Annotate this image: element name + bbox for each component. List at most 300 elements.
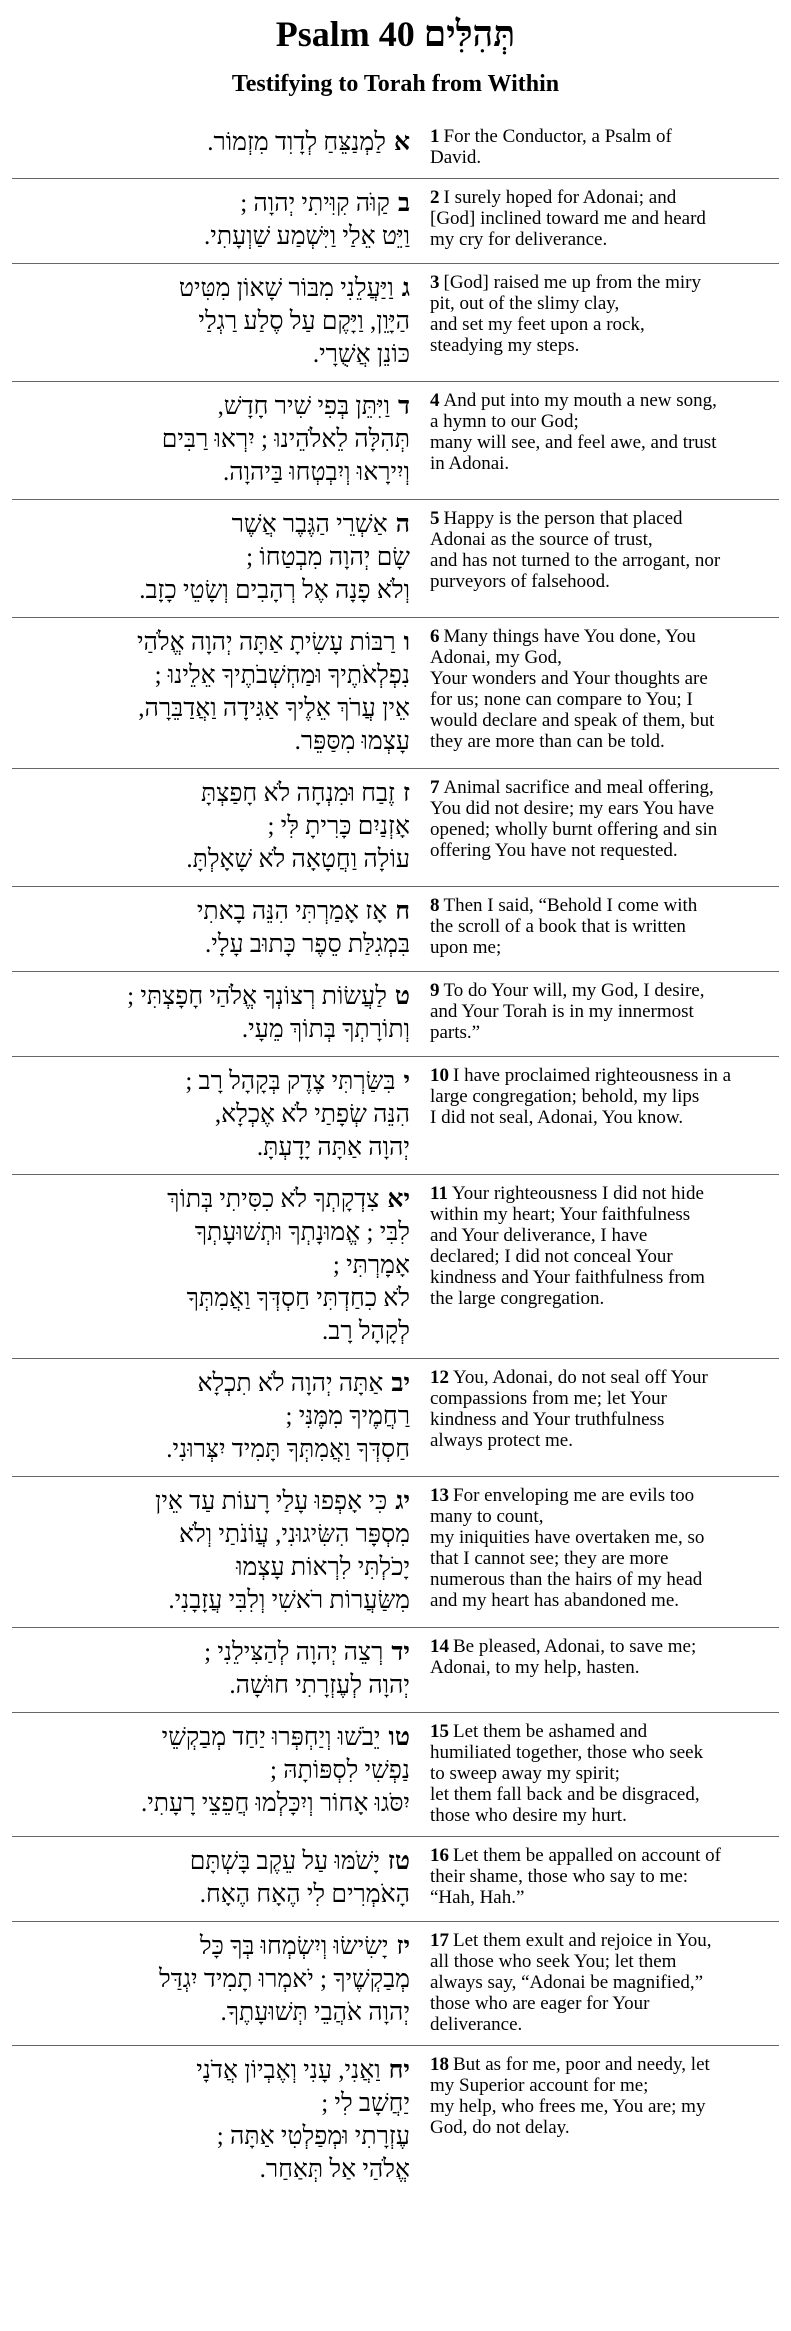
hebrew-text: לִבִּי ; אֱמוּנָתְךָ וּתְשׁוּעָתְךָ (194, 1219, 410, 1246)
english-text: upon me; (430, 937, 502, 958)
english-line (430, 1930, 779, 1951)
hebrew-line (12, 541, 410, 574)
verse-row (12, 1836, 779, 1921)
english-text: they are more than can be told. (430, 731, 665, 752)
hebrew-text: נַפְשִׁי לִסְפּוֹתָהּ ; (270, 1757, 410, 1784)
hebrew-text: אַתָּה יְהוָה לֹא תִכְלָא (197, 1370, 384, 1397)
hebrew-text: יְהוָה אַתָּה יָדָעְתָּ. (256, 1134, 410, 1161)
verse-letter: יב (391, 1370, 410, 1397)
hebrew-text: מְבַקְשֶׁיךָ ; יֹאמְרוּ תָמִיד יִגְדַּל (159, 1966, 410, 1993)
english-text: [God] inclined toward me and heard (430, 208, 706, 229)
verse-row (12, 1921, 779, 2045)
english-line (430, 1569, 779, 1590)
verse-row (12, 1627, 779, 1712)
hebrew-text: יֵבֹשׁוּ וְיַחְפְּרוּ יַחַד מְבַקְשֵׁי (161, 1724, 381, 1751)
hebrew-text: אֵין עֲרֹךְ אֵלֶיךָ אַגִּידָה וַאֲדַבֵּרָה, (138, 695, 410, 722)
english-line (430, 1430, 779, 1451)
english-line (430, 777, 779, 798)
english-text: always say, “Adonai be magnified,” (430, 1972, 704, 1993)
hebrew-text: מִסְפָּר הִשִּׂיגוּנִי, עֲוֹנֹתַי וְלֹא (179, 1521, 410, 1548)
verse-english (416, 1183, 779, 1309)
verse-number: 2 (430, 187, 440, 208)
hebrew-line (12, 1183, 410, 1216)
verse-letter: ו (403, 629, 410, 656)
verse-letter: י (403, 1068, 410, 1095)
english-line (430, 1721, 779, 1742)
english-text: in Adonai. (430, 453, 510, 474)
english-text: But as for me, poor and needy, let (453, 2054, 710, 2075)
verse-english (416, 1065, 779, 1128)
english-text: those who desire my hurt. (430, 1805, 627, 1826)
english-line (430, 916, 779, 937)
verse-english (416, 1367, 779, 1451)
hebrew-line (12, 1754, 410, 1787)
english-text: Your wonders and Your thoughts are (430, 668, 708, 689)
hebrew-text: נִפְלְאֹתֶיךָ וּמַחְשְׁבֹתֶיךָ אֵלֵינוּ ; (154, 662, 410, 689)
verse-row (12, 381, 779, 499)
english-text: many to count, (430, 1506, 544, 1527)
hebrew-text: רְצֵה יְהוָה לְהַצִּילֵנִי ; (204, 1639, 384, 1666)
hebrew-line (12, 1065, 410, 1098)
hebrew-text: יְהוָה אֹהֲבֵי תְּשׁוּעָתֶךָ. (220, 1999, 410, 2026)
hebrew-line (12, 1636, 410, 1669)
english-text: numerous than the hairs of my head (430, 1569, 703, 1590)
verse-letter: ז (403, 780, 410, 807)
verse-hebrew (12, 1065, 416, 1164)
english-text: Let them exult and rejoice in You, (453, 1930, 712, 1951)
verse-letter: יח (388, 2057, 410, 2084)
verse-hebrew (12, 1845, 416, 1911)
english-line (430, 1022, 779, 1043)
english-line (430, 550, 779, 571)
hebrew-text: הִנֵּה שְׂפָתַי לֹא אֶכְלָא, (214, 1101, 410, 1128)
english-line (430, 980, 779, 1001)
hebrew-line (12, 725, 410, 758)
verse-hebrew (12, 272, 416, 371)
hebrew-line (12, 1282, 410, 1315)
english-line (430, 1636, 779, 1657)
english-text: and set my feet upon a rock, (430, 314, 645, 335)
english-text: Adonai, my God, (430, 647, 562, 668)
english-text: would declare and speak of them, but (430, 710, 715, 731)
english-line (430, 411, 779, 432)
hebrew-line (12, 1669, 410, 1702)
hebrew-line (12, 1216, 410, 1249)
hebrew-line (12, 272, 410, 305)
hebrew-text: עוֹלָה וַחֲטָאָה לֹא שָׁאָלְתָּ. (186, 846, 410, 873)
english-text: my cry for deliverance. (430, 229, 608, 250)
verse-letter: טו (388, 1724, 410, 1751)
english-text: And put into my mouth a new song, (443, 390, 717, 411)
english-text: For enveloping me are evils too (453, 1485, 695, 1506)
hebrew-text: הַיָּוֵן, וַיָּקֶם עַל סֶלַע רַגְלַי (198, 308, 410, 335)
hebrew-line (12, 1013, 410, 1046)
english-text: Many things have You done, You (443, 626, 696, 647)
english-line (430, 1204, 779, 1225)
verse-hebrew (12, 1485, 416, 1617)
verse-number: 5 (430, 508, 440, 529)
hebrew-line (12, 895, 410, 928)
hebrew-line (12, 843, 410, 876)
verse-english (416, 895, 779, 958)
english-line (430, 1784, 779, 1805)
english-line (430, 1887, 779, 1908)
verse-hebrew (12, 1367, 416, 1466)
hebrew-text: לַעֲשׂוֹת רְצוֹנְךָ אֱלֹהַי חָפָצְתִּי ; (127, 983, 387, 1010)
english-text: kindness and Your truthfulness (430, 1409, 665, 1430)
english-text: and Your Torah is in my innermost (430, 1001, 694, 1022)
hebrew-text: בִּמְגִלַּת סֵפֶר כָּתוּב עָלָי. (205, 931, 410, 958)
english-text: my help, who frees me, You are; my (430, 2096, 706, 2117)
english-text: those who are eager for Your (430, 1993, 650, 2014)
verse-row (12, 971, 779, 1056)
english-text: always protect me. (430, 1430, 573, 1451)
english-text: Your righteousness I did not hide (451, 1183, 704, 1204)
english-text: the scroll of a book that is written (430, 916, 686, 937)
hebrew-text: קַוֹּה קִוִּיתִי יְהוָה ; (240, 190, 390, 217)
hebrew-line (12, 574, 410, 607)
hebrew-text: אַשְׁרֵי הַגֶּבֶר אֲשֶׁר (231, 511, 388, 538)
english-line (430, 272, 779, 293)
english-text: and my heart has abandoned me. (430, 1590, 680, 1611)
hebrew-text: כִּי אָפְפוּ עָלַי רָעוֹת עַד אֵין (154, 1488, 388, 1515)
hebrew-text: לֹא כִחַדְתִּי חַסְדְּךָ וַאֲמִתְּךָ (186, 1285, 410, 1312)
verse-row (12, 886, 779, 971)
verse-hebrew (12, 390, 416, 489)
english-text: Be pleased, Adonai, to save me; (453, 1636, 697, 1657)
english-text: declared; I did not conceal Your (430, 1246, 673, 1267)
verse-number: 7 (430, 777, 440, 798)
verse-english (416, 626, 779, 752)
page-subtitle: Testifying to Torah from Within (231, 71, 560, 97)
english-line (430, 731, 779, 752)
english-line (430, 895, 779, 916)
english-line (430, 1367, 779, 1388)
english-line (430, 2096, 779, 2117)
verse-row (12, 2045, 779, 2196)
english-line (430, 187, 779, 208)
english-line (430, 571, 779, 592)
english-line (430, 529, 779, 550)
english-text: and Your deliverance, I have (430, 1225, 648, 1246)
verse-letter: ב (397, 190, 410, 217)
english-line (430, 2075, 779, 2096)
english-line (430, 1065, 779, 1086)
verse-hebrew (12, 187, 416, 253)
verse-hebrew (12, 1183, 416, 1348)
hebrew-text: יָשִׂישׂוּ וְיִשְׂמְחוּ בְּךָ כָּל (199, 1933, 389, 1960)
english-line (430, 1590, 779, 1611)
hebrew-line (12, 1400, 410, 1433)
hebrew-text: לַמְנַצֵּחַ לְדָוִד מִזְמוֹר. (207, 129, 386, 156)
hebrew-line (12, 626, 410, 659)
hebrew-line (12, 220, 410, 253)
english-text: opened; wholly burnt offering and sin (430, 819, 718, 840)
english-text: [God] raised me up from the miry (443, 272, 701, 293)
english-line (430, 1548, 779, 1569)
english-line (430, 798, 779, 819)
hebrew-text: וְלֹא פָנָה אֶל רְהָבִים וְשָׂטֵי כָזָב. (139, 577, 410, 604)
verse-number: 3 (430, 272, 440, 293)
english-line (430, 1657, 779, 1678)
hebrew-text: וַיֵּט אֵלַי וַיִּשְׁמַע שַׁוְעָתִי. (204, 223, 410, 250)
hebrew-text: אָז אָמַרְתִּי הִנֵּה בָאתִי (196, 898, 388, 925)
verse-english (416, 126, 779, 168)
verse-number: 18 (430, 2054, 449, 2075)
verse-letter: טז (387, 1848, 410, 1875)
english-line (430, 1742, 779, 1763)
english-line (430, 710, 779, 731)
hebrew-line (12, 659, 410, 692)
hebrew-line (12, 1485, 410, 1518)
verse-english (416, 777, 779, 861)
english-text: large congregation; behold, my lips (430, 1086, 700, 1107)
hebrew-text: לְקָהָל רָב. (322, 1318, 410, 1345)
english-line (430, 1805, 779, 1826)
english-line (430, 647, 779, 668)
english-line (430, 1267, 779, 1288)
verse-english (416, 1636, 779, 1678)
verse-list (12, 118, 779, 2196)
english-line (430, 335, 779, 356)
english-text: David. (430, 147, 482, 168)
verse-hebrew (12, 126, 416, 159)
hebrew-text: וַיַּעֲלֵנִי מִבּוֹר שָׁאוֹן מִטִּיט (178, 275, 394, 302)
hebrew-text: עֶזְרָתִי וּמְפַלְטִי אַתָּה ; (216, 2123, 410, 2150)
english-line (430, 1527, 779, 1548)
title-hebrew: תְּהִלִּים (423, 14, 516, 54)
english-text: many will see, and feel awe, and trust (430, 432, 717, 453)
english-line (430, 668, 779, 689)
english-line (430, 1993, 779, 2014)
hebrew-text: וַאֲנִי, עָנִי וְאֶבְיוֹן אֲדֹנָי (196, 2057, 381, 2084)
english-text: within my heart; Your faithfulness (430, 1204, 691, 1225)
english-text: their shame, those who say to me: (430, 1866, 689, 1887)
hebrew-line (12, 1551, 410, 1584)
english-line (430, 126, 779, 147)
english-text: kindness and Your faithfulness from (430, 1267, 705, 1288)
english-text: my Superior account for me; (430, 2075, 649, 2096)
hebrew-text: רַחֲמֶיךָ מִמֶּנִּי ; (285, 1403, 410, 1430)
english-line (430, 1107, 779, 1128)
hebrew-line (12, 187, 410, 220)
english-line (430, 147, 779, 168)
hebrew-line (12, 1315, 410, 1348)
english-line (430, 390, 779, 411)
verse-hebrew (12, 1636, 416, 1702)
hebrew-line (12, 692, 410, 725)
hebrew-line (12, 1845, 410, 1878)
english-text: Let them be ashamed and (453, 1721, 648, 1742)
english-text: the large congregation. (430, 1288, 605, 1309)
verse-letter: ה (395, 511, 410, 538)
verse-hebrew (12, 1930, 416, 2029)
hebrew-line (12, 1367, 410, 1400)
english-text: God, do not delay. (430, 2117, 570, 2138)
hebrew-text: יָשֹׁמּוּ עַל עֵקֶב בָּשְׁתָּם (189, 1848, 380, 1875)
verse-letter: א (393, 129, 410, 156)
english-line (430, 2054, 779, 2075)
english-text: For the Conductor, a Psalm of (443, 126, 672, 147)
english-line (430, 1866, 779, 1887)
hebrew-text: הָאֹמְרִים לִי הֶאָח הֶאָח. (199, 1881, 410, 1908)
hebrew-line (12, 928, 410, 961)
verse-row (12, 1712, 779, 1836)
hebrew-line (12, 1996, 410, 2029)
verse-hebrew (12, 2054, 416, 2186)
hebrew-line (12, 777, 410, 810)
verse-english (416, 1485, 779, 1611)
verse-number: 10 (430, 1065, 449, 1086)
verse-english (416, 390, 779, 474)
verse-english (416, 2054, 779, 2138)
english-line (430, 2014, 779, 2035)
verse-letter: ד (397, 393, 410, 420)
verse-letter: ט (394, 983, 410, 1010)
hebrew-line (12, 1433, 410, 1466)
english-text: pit, out of the slimy clay, (430, 293, 620, 314)
verse-number: 13 (430, 1485, 449, 1506)
english-text: let them fall back and be disgraced, (430, 1784, 700, 1805)
english-text: Adonai, to my help, hasten. (430, 1657, 640, 1678)
english-text: You did not desire; my ears You have (430, 798, 715, 819)
english-text: humiliated together, those who seek (430, 1742, 704, 1763)
english-line (430, 1001, 779, 1022)
hebrew-text: מִשַּׂעֲרוֹת רֹאשִׁי וְלִבִּי עֲזָבָנִי. (168, 1587, 410, 1614)
english-line (430, 432, 779, 453)
hebrew-text: יַחֲשָׁב לִי ; (321, 2090, 410, 2117)
hebrew-text: תְּהִלָּה לֵאלֹהֵינוּ ; יִרְאוּ רַבִּים (161, 426, 410, 453)
english-text: and has not turned to the arrogant, nor (430, 550, 721, 571)
verse-letter: ח (395, 898, 410, 925)
verse-english (416, 508, 779, 592)
verse-row (12, 263, 779, 381)
english-text: my iniquities have overtaken me, so (430, 1527, 705, 1548)
english-text: Then I said, “Behold I come with (443, 895, 698, 916)
verse-number: 15 (430, 1721, 449, 1742)
hebrew-line (12, 508, 410, 541)
english-line (430, 208, 779, 229)
verse-number: 16 (430, 1845, 449, 1866)
hebrew-text: אֱלֹהַי אַל תְּאַחַר. (259, 2156, 410, 2183)
english-text: You, Adonai, do not seal off Your (453, 1367, 708, 1388)
english-text: parts.” (430, 1022, 481, 1043)
hebrew-text: וְיִירָאוּ וְיִבְטְחוּ בַּיהוָה. (223, 459, 410, 486)
verse-number: 1 (430, 126, 440, 147)
hebrew-text: צִדְקָתְךָ לֹא כִסִּיתִי בְּתוֹךְ (167, 1186, 380, 1213)
verse-number: 4 (430, 390, 440, 411)
hebrew-line (12, 338, 410, 371)
hebrew-line (12, 305, 410, 338)
verse-hebrew (12, 777, 416, 876)
verse-hebrew (12, 626, 416, 758)
verse-english (416, 272, 779, 356)
verse-english (416, 1721, 779, 1826)
english-text: To do Your will, my God, I desire, (443, 980, 705, 1001)
english-line (430, 1086, 779, 1107)
english-text: I have proclaimed righteousness in a (453, 1065, 732, 1086)
verse-number: 12 (430, 1367, 449, 1388)
hebrew-line (12, 980, 410, 1013)
verse-row (12, 1358, 779, 1476)
english-line (430, 1485, 779, 1506)
english-line (430, 689, 779, 710)
verse-letter: ג (401, 275, 410, 302)
hebrew-line (12, 2054, 410, 2087)
verse-letter: יג (395, 1488, 410, 1515)
verse-letter: יז (396, 1933, 410, 1960)
hebrew-line (12, 1787, 410, 1820)
hebrew-line (12, 1721, 410, 1754)
verse-number: 8 (430, 895, 440, 916)
verse-number: 9 (430, 980, 440, 1001)
verse-hebrew (12, 895, 416, 961)
english-text: all those who seek You; let them (430, 1951, 677, 1972)
english-text: for us; none can compare to You; I (430, 689, 693, 710)
english-line (430, 1763, 779, 1784)
hebrew-text: וַיִּתֵּן בְּפִי שִׁיר חָדָשׁ, (217, 393, 390, 420)
verse-number: 6 (430, 626, 440, 647)
english-line (430, 1951, 779, 1972)
english-line (430, 1409, 779, 1430)
verse-english (416, 1930, 779, 2035)
verse-row (12, 617, 779, 768)
verse-hebrew (12, 980, 416, 1046)
english-text: that I cannot see; they are more (430, 1548, 669, 1569)
hebrew-line (12, 1878, 410, 1911)
english-line (430, 937, 779, 958)
english-line (430, 1506, 779, 1527)
english-text: Let them be appalled on account of (453, 1845, 722, 1866)
english-line (430, 314, 779, 335)
english-text: I surely hoped for Adonai; and (443, 187, 677, 208)
hebrew-line (12, 1963, 410, 1996)
hebrew-line (12, 126, 410, 159)
english-line (430, 1845, 779, 1866)
hebrew-line (12, 2120, 410, 2153)
verse-hebrew (12, 1721, 416, 1820)
english-text: to sweep away my spirit; (430, 1763, 620, 1784)
english-text: compassions from me; let Your (430, 1388, 667, 1409)
verse-row (12, 118, 779, 178)
english-line (430, 1246, 779, 1267)
verse-row (12, 768, 779, 886)
hebrew-text: יָכֹלְתִּי לִרְאוֹת עָצְמוּ (236, 1554, 410, 1581)
hebrew-line (12, 1584, 410, 1617)
hebrew-text: זֶבַח וּמִנְחָה לֹא חָפַצְתָּ (200, 780, 396, 807)
english-line (430, 1183, 779, 1204)
hebrew-text: וְתוֹרָתְךָ בְּתוֹךְ מֵעָי. (241, 1016, 410, 1043)
english-text: deliverance. (430, 2014, 523, 2035)
hebrew-text: חַסְדְּךָ וַאֲמִתְּךָ תָּמִיד יִצְּרוּנִי. (166, 1436, 410, 1463)
english-line (430, 508, 779, 529)
verse-number: 11 (430, 1183, 448, 1204)
verse-english (416, 1845, 779, 1908)
english-text: Animal sacrifice and meal offering, (443, 777, 714, 798)
verse-letter: יד (391, 1639, 410, 1666)
verse-number: 14 (430, 1636, 449, 1657)
english-text: a hymn to our God; (430, 411, 579, 432)
verse-row (12, 499, 779, 617)
hebrew-line (12, 2087, 410, 2120)
hebrew-text: כּוֹנֵן אֲשֻׁרָי. (312, 341, 410, 368)
hebrew-text: יְהוָה לְעֶזְרָתִי חוּשָׁה. (229, 1672, 410, 1699)
hebrew-line (12, 456, 410, 489)
verse-english (416, 187, 779, 250)
hebrew-line (12, 1249, 410, 1282)
page-title (12, 0, 779, 54)
hebrew-text: אָמָרְתִּי ; (332, 1252, 410, 1279)
